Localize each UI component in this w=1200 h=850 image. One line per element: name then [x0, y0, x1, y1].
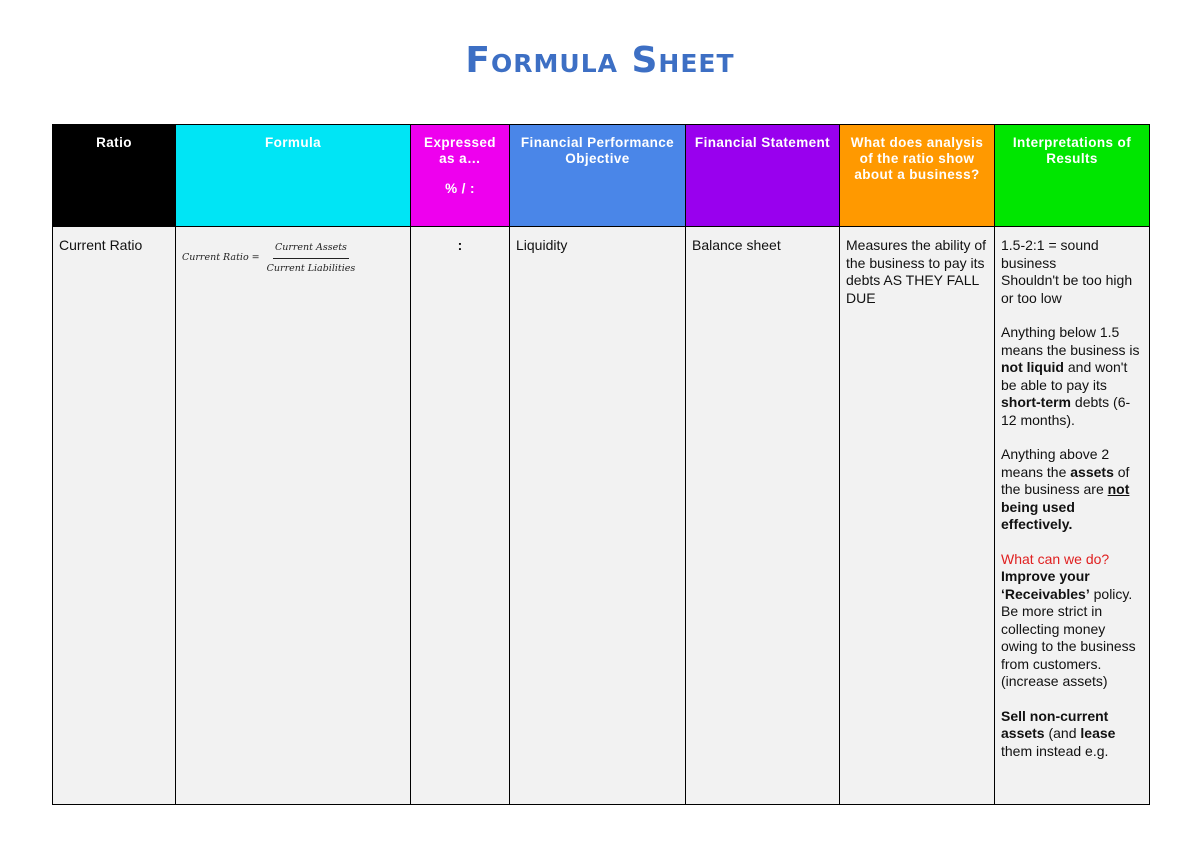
- interp-sell-text-b: (and: [1044, 725, 1081, 741]
- cell-expressed: :: [411, 227, 510, 805]
- formula-equation: [182, 239, 404, 277]
- header-statement: Financial Statement: [686, 125, 840, 227]
- interp-sell-lease: lease: [1080, 725, 1116, 741]
- interp-sound-text: 1.5-2:1 = sound business: [1001, 237, 1099, 271]
- formula-denominator: Current Liabilities: [266, 262, 356, 274]
- interp-question: What can we do?: [1001, 550, 1110, 567]
- header-expressed-symbols: % / :: [445, 181, 475, 196]
- interp-below-range: [1001, 324, 1143, 429]
- interp-above-range: [1001, 446, 1143, 534]
- interp-below-short-term: short-term: [1001, 394, 1072, 410]
- interp-above-text-c: of the business are: [1001, 463, 1130, 497]
- interp-above-not: not: [1107, 481, 1130, 497]
- interp-action-receivables: [1001, 551, 1143, 691]
- table-row: [53, 227, 1150, 805]
- header-expressed-label: Expressed as a…: [424, 135, 496, 166]
- formula-numerator: Current Assets: [273, 239, 349, 259]
- interp-sound-range: [1001, 237, 1143, 307]
- header-ratio: Ratio: [53, 125, 176, 227]
- interp-below-text-c: and won't be able to pay its: [1001, 359, 1128, 393]
- interp-receivables-rest: policy. Be more strict in collecting money owing to the business from customers. (increase assets): [1001, 585, 1136, 689]
- cell-analysis: Measures the ability of the business to pay its debts AS THEY FALL DUE: [840, 227, 995, 805]
- cell-interpretation: [995, 227, 1150, 805]
- header-formula: Formula: [176, 125, 411, 227]
- interp-receivables-bold: Improve your ‘Receivables’: [1001, 568, 1090, 602]
- formula-lhs: Current Ratio =: [182, 252, 260, 264]
- interp-balance-text: Shouldn't be too high or too low: [1001, 272, 1133, 306]
- header-expressed: [411, 125, 510, 227]
- cell-formula: [176, 227, 411, 805]
- interp-sell-text-d: them instead e.g.: [1001, 742, 1109, 759]
- cell-objective: Liquidity: [510, 227, 686, 805]
- cell-statement: Balance sheet: [686, 227, 840, 805]
- header-row: [53, 125, 1150, 227]
- interp-below-text-e: debts (6-12 months).: [1001, 394, 1131, 428]
- formula-table: [52, 124, 1150, 805]
- interp-above-text-a: Anything above 2 means the: [1001, 446, 1110, 480]
- interp-below-text-a: Anything below 1.5 means the business is: [1001, 324, 1140, 358]
- interp-above-text-e: being used effectively.: [1001, 498, 1075, 532]
- interp-action-sell: [1001, 708, 1143, 761]
- cell-ratio: Current Ratio: [53, 227, 176, 805]
- interp-above-assets: assets: [1070, 463, 1114, 480]
- header-interpretation: Interpretations of Results: [995, 125, 1150, 227]
- formula-fraction: [265, 239, 358, 277]
- interp-below-not-liquid: not liquid: [1001, 359, 1064, 375]
- page-title: Formula Sheet: [465, 40, 735, 81]
- header-objective: Financial Performance Objective: [510, 125, 686, 227]
- header-analysis: What does analysis of the ratio show about a business?: [840, 125, 995, 227]
- interp-sell-bold: Sell non-current assets: [1001, 707, 1109, 741]
